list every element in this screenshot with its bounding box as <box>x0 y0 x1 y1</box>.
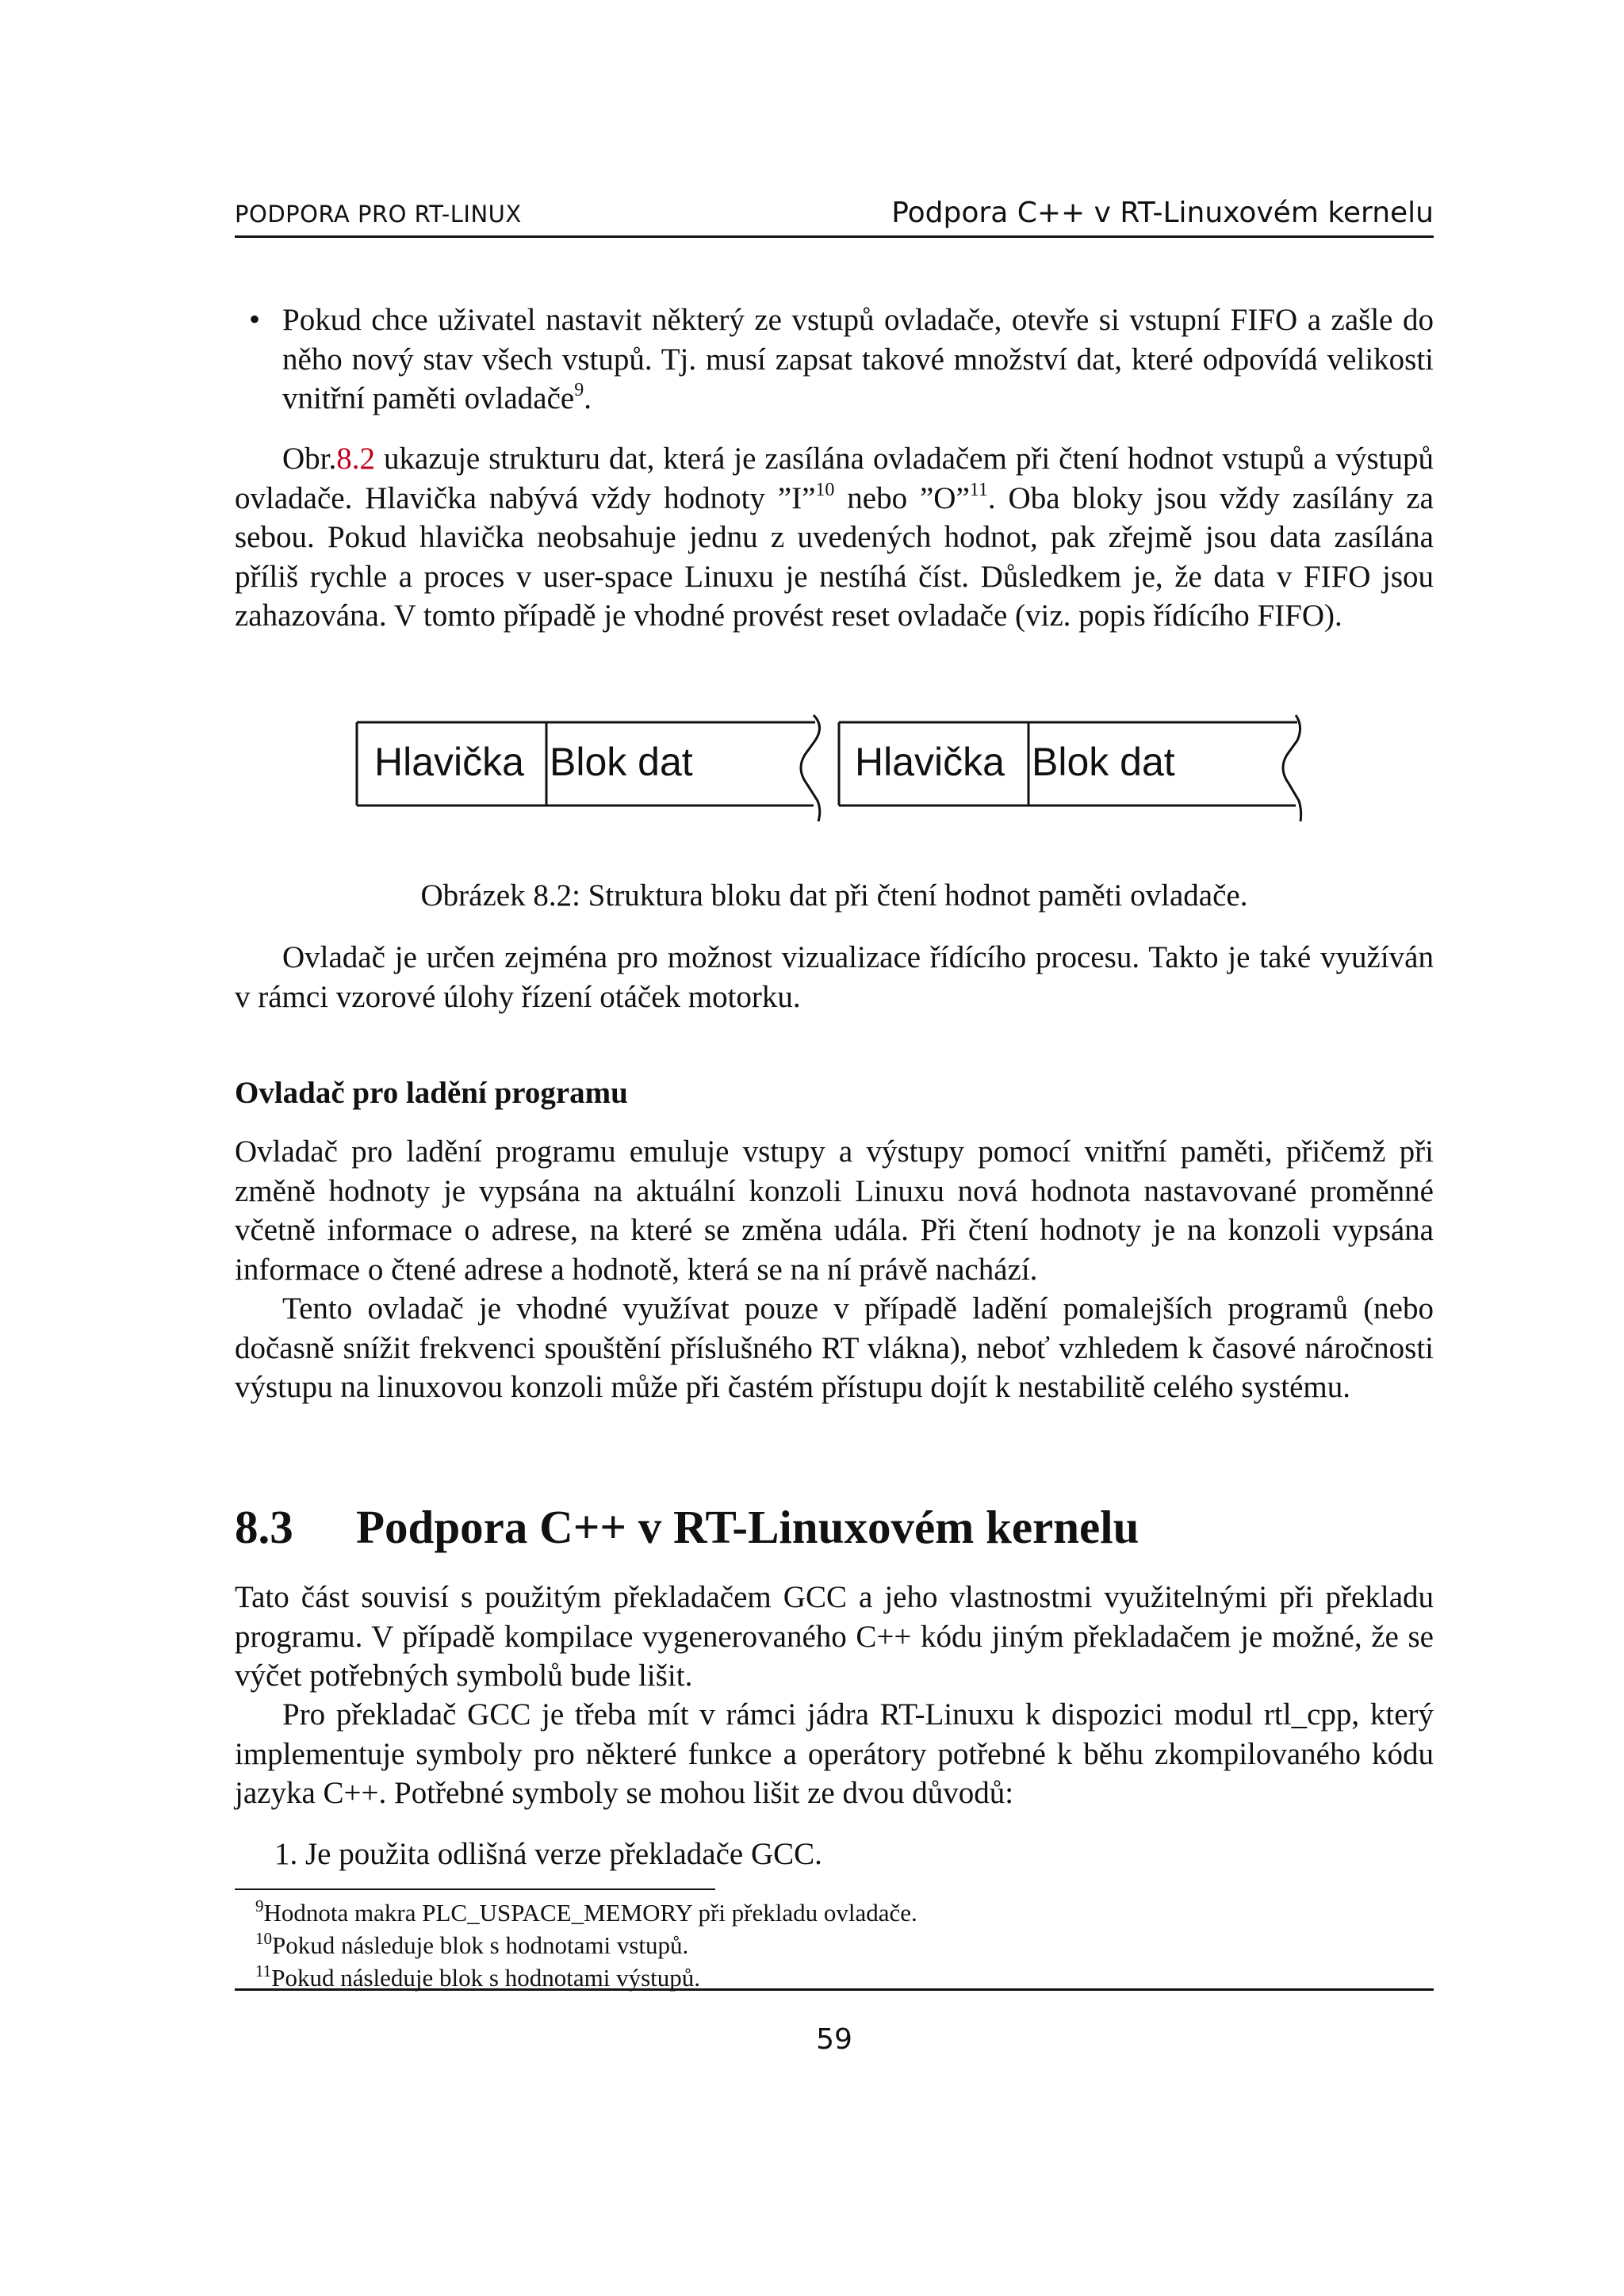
footnote-10: $^{10}$Pokud následuje blok s hodnotami vstupů. <box>255 1929 689 1959</box>
header-section: Podpora C++ v RT-Linuxovém kernelu <box>891 197 1434 229</box>
paragraph-debug-driver-1: Ovladač pro ladění programu emuluje vstupy a výstupy pomocí vnitřní paměti, přičemž při změně hodnoty je vypsána na aktuální konzoli Linuxu nová hodnota nastavované proměnné včetně informace o adrese, na které se změna udála. Při čtení hodnoty je na konzoli vypsána informace o čtené adrese a hodnotě, která se na ní právě nachází. <box>235 1135 1434 1287</box>
bullet-icon: • <box>249 301 261 337</box>
subsection-title: Ovladač pro ladění programu <box>235 1076 628 1110</box>
footnote-ref-11[interactable]: 11 <box>969 479 988 500</box>
running-header <box>235 194 1434 238</box>
footnote-ref-9[interactable]: 9 <box>574 380 584 401</box>
figure-data-block <box>354 712 1305 823</box>
figure-diagram <box>354 712 1305 823</box>
footnote-ref-10[interactable]: 10 <box>815 479 835 500</box>
figure-block-2 <box>839 715 1301 821</box>
footer-divider <box>235 1988 1434 1991</box>
figure-block-1 <box>357 715 820 821</box>
section-heading <box>235 1500 1139 1555</box>
figure-ref-link[interactable]: 8.2 <box>336 442 375 476</box>
bullet-item <box>249 300 1434 419</box>
footnotes <box>255 1896 1429 1994</box>
paragraph-debug-driver-2: Tento ovladač je vhodné využívat pouze v případě ladění pomalejších programů (nebo dočasně snížit frekvenci spouštění příslušného RT vlákna), neboť vzhledem k časové náročnosti výstupu na linuxovou konzoli může při častém přístupu dojít k nestabilitě celého systému. <box>235 1292 1434 1405</box>
footnote-divider <box>235 1888 715 1890</box>
section-title: Podpora C++ v RT-Linuxovém kernelu <box>356 1501 1139 1553</box>
list-item: 1. Je použita odlišná verze překladače GCC. <box>274 1837 822 1871</box>
figure-header-label-2: Hlavička <box>855 740 1005 784</box>
bullet-text: Pokud chce uživatel nastavit některý ze vstupů ovladače, otevře si vstupní FIFO a zašle do něho nový stav všech vstupů. Tj. musí zapsat takové množství dat, které odpovídá velikosti vnitřní paměti ovladače$^9$. <box>282 303 1434 416</box>
footnote-9: $^9$Hodnota makra PLC_USPACE_MEMORY při překladu ovladače. <box>255 1896 917 1927</box>
footnote-11: $^{11}$Pokud následuje blok s hodnotami výstupů. <box>255 1961 700 1992</box>
paragraph-visualization: Ovladač je určen zejména pro možnost vizualizace řídícího procesu. Takto je také využíván v rámci vzorové úlohy řízení otáček motorku. <box>235 940 1434 1014</box>
header-chapter: PODPORA PRO RT-LINUX <box>235 201 522 228</box>
paragraph-gcc-intro: Tato část souvisí s použitým překladačem GCC a jeho vlastnostmi využitelnými při překladu programu. V případě kompilace vygenerovaného C++ kódu jiným překladačem je možné, že se výčet potřebných symbolů bude lišit. <box>235 1580 1434 1693</box>
figure-header-label-1: Hlavička <box>374 740 524 784</box>
figure-data-label-2: Blok dat <box>1032 740 1175 784</box>
page-number: 59 <box>816 2023 852 2056</box>
paragraph-figure-intro: Obr.8.2 ukazuje strukturu dat, která je zasílána ovladačem při čtení hodnot vstupů a výstupů ovladače. Hlavička nabývá vždy hodnoty ”I”$^{10}$ nebo ”O”$^{11}$. Oba bloky jsou vždy zasílány za sebou. Pokud hlavička neobsahuje jednu z uvedených hodnot, pak zřejmě jsou data zasílána příliš rychle a proces v user-space Linuxu je nestíhá číst. Důsledkem je, že data v FIFO jsou zahazována. V tomto případě je vhodné provést reset ovladače (viz. popis řídícího FIFO). <box>235 442 1434 633</box>
figure-caption: Obrázek 8.2: Struktura bloku dat při čtení hodnot paměti ovladače. <box>420 878 1248 913</box>
paragraph-gcc-module: Pro překladač GCC je třeba mít v rámci jádra RT-Linuxu k dispozici modul rtl_cpp, který implementuje symboly pro některé funkce a operátory potřebné k běhu zkompilovaného kódu jazyka C++. Potřebné symboly se mohou lišit ze dvou důvodů: <box>235 1697 1434 1811</box>
figure-data-label-1: Blok dat <box>550 740 693 784</box>
section-number: 8.3 <box>235 1501 293 1553</box>
